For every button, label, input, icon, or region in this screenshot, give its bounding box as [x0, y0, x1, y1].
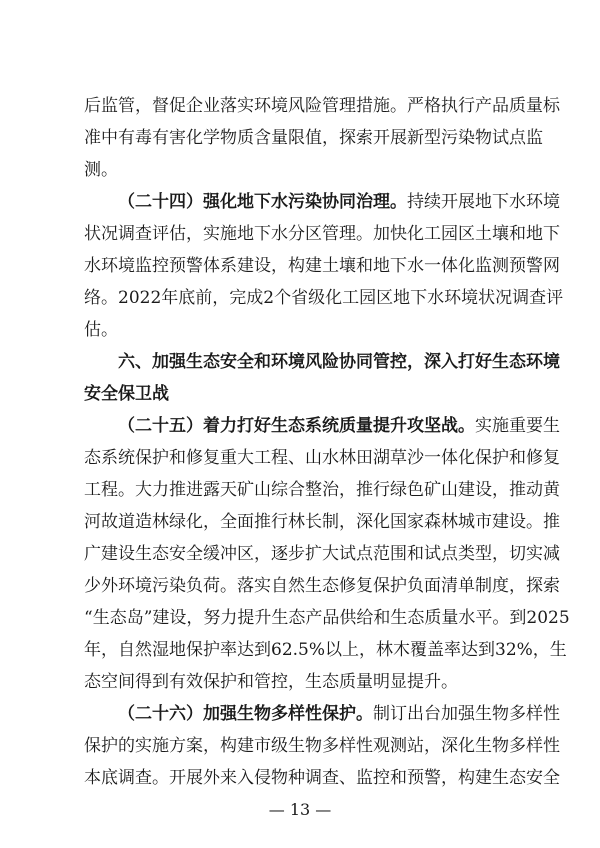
- body-line: 工程。大力推进露天矿山综合整治，推行绿色矿山建设，推动黄: [84, 480, 560, 500]
- section-24-first-line: [118, 186, 560, 218]
- body-line: 测。: [84, 160, 118, 180]
- body-line: 年，自然湿地保护率达到62.5%以上，林木覆盖率达到32%，生: [84, 640, 567, 660]
- body-line: 估。: [84, 320, 118, 340]
- body-text: 制订出台加强生物多样性: [373, 704, 560, 724]
- chapter-heading: 六、加强生态安全和环境风险协同管控，深入打好生态环境: [118, 352, 560, 372]
- page-number: — 13 —: [268, 800, 332, 819]
- body-text: 持续开展地下水环境: [407, 192, 560, 212]
- section-26-lead: （二十六）加强生物多样性保护。: [118, 704, 373, 724]
- section-24-lead: （二十四）强化地下水污染协同治理。: [118, 192, 407, 212]
- section-25-first-line: [118, 410, 560, 442]
- body-line: 状况调查评估，实施地下水分区管理。加快化工园区土壤和地下: [84, 224, 560, 244]
- body-line: 态系统保护和修复重大工程、山水林田湖草沙一体化保护和修复: [84, 448, 560, 468]
- body-line: “生态岛”建设，努力提升生态产品供给和生态质量水平。到2025: [84, 608, 570, 628]
- body-line: 本底调查。开展外来入侵物种调查、监控和预警，构建生态安全: [84, 768, 560, 788]
- body-line: 态空间得到有效保护和管控，生态质量明显提升。: [84, 672, 458, 692]
- body-line: 广建设生态安全缓冲区，逐步扩大试点范围和试点类型，切实减: [84, 544, 560, 564]
- body-line: 保护的实施方案，构建市级生物多样性观测站，深化生物多样性: [84, 736, 560, 756]
- body-line: 少外环境污染负荷。落实自然生态修复保护负面清单制度，探索: [84, 576, 560, 596]
- section-26-first-line: [118, 698, 560, 730]
- body-text: 实施重要生: [475, 416, 560, 436]
- body-line: 河故道造林绿化，全面推行林长制，深化国家森林城市建设。推: [84, 512, 560, 532]
- body-line: 络。2022年底前，完成2个省级化工园区地下水环境状况调查评: [84, 288, 564, 308]
- body-line: 后监管，督促企业落实环境风险管理措施。严格执行产品质量标: [84, 96, 560, 116]
- body-line: 水环境监控预警体系建设，构建土壤和地下水一体化监测预警网: [84, 256, 560, 276]
- chapter-heading-cont: 安全保卫战: [84, 384, 169, 404]
- body-line: 准中有毒有害化学物质含量限值，探索开展新型污染物试点监: [84, 128, 543, 148]
- section-25-lead: （二十五）着力打好生态系统质量提升攻坚战。: [118, 416, 475, 436]
